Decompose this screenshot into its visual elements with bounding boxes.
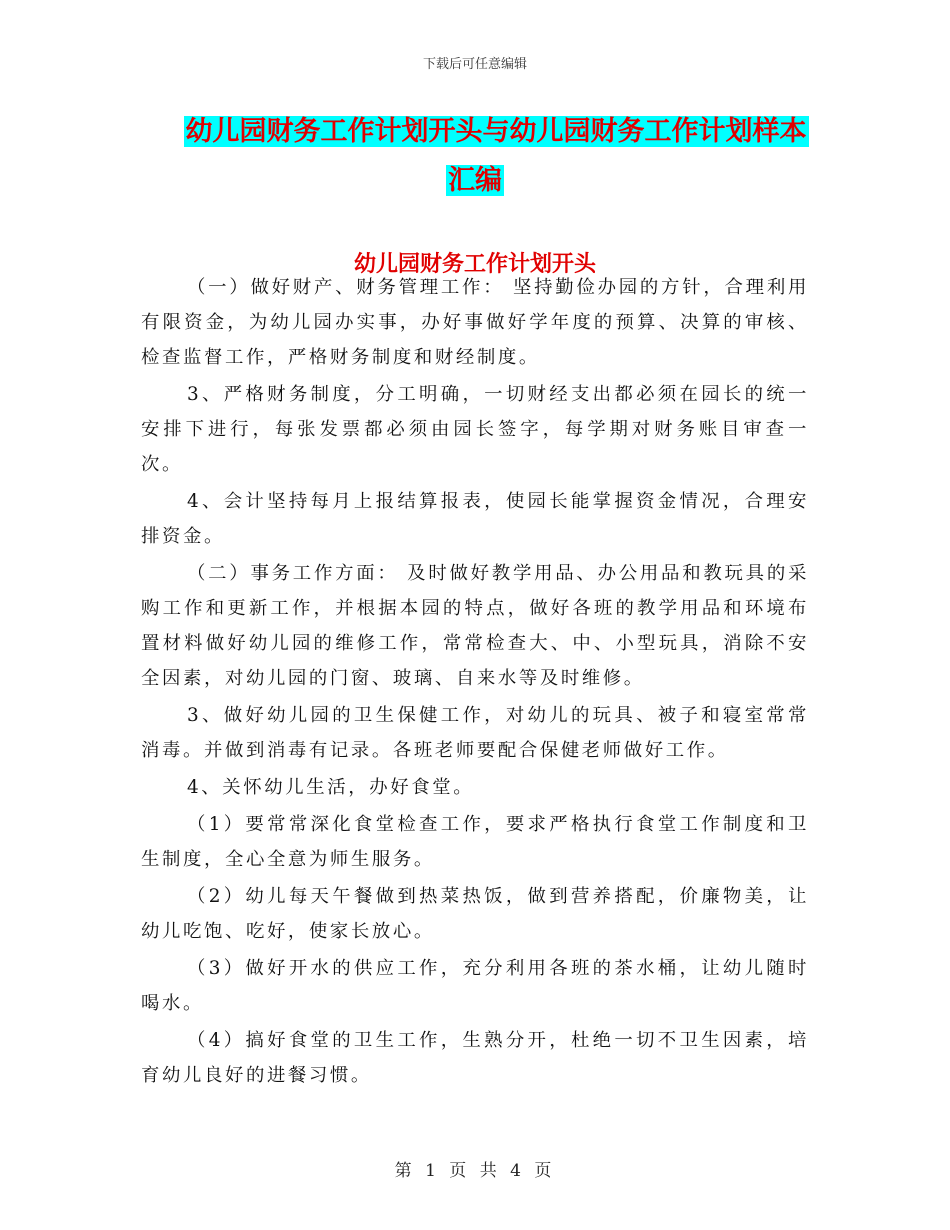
page-number: 第 1 页 共 4 页 (394, 1161, 556, 1181)
paragraph: （1）要常常深化食堂检查工作，要求严格执行食堂工作制度和卫生制度，全心全意为师生服务。 (141, 814, 809, 870)
document-body (141, 270, 809, 1095)
paragraph: （2）幼儿每天午餐做到热菜热饭，做到营养搭配，价廉物美，让幼儿吃饱、吃好，使家长放心。 (141, 886, 809, 942)
paragraph: 4、关怀幼儿生活，办好食堂。 (187, 777, 475, 798)
page-header-note: 下载后可任意编辑 (422, 57, 527, 72)
paragraph: 4、会计坚持每月上报结算报表，使园长能掌握资金情况，合理安排资金。 (141, 491, 809, 547)
paragraph: （一）做好财产、财务管理工作： 坚持勤俭办园的方针，合理利用有限资金，为幼儿园办实事，办好事做好学年度的预算、决算的审核、检查监督工作，严格财务制度和财经制度。 (141, 277, 809, 368)
paragraph: （4）搞好食堂的卫生工作，生熟分开，杜绝一切不卫生因素，培育幼儿良好的进餐习惯。 (141, 1030, 809, 1086)
paragraph: （3）做好开水的供应工作，充分利用各班的茶水桶，让幼儿随时喝水。 (141, 958, 809, 1014)
paragraph: 3、做好幼儿园的卫生保健工作，对幼儿的玩具、被子和寝室常常消毒。并做到消毒有记录。各班老师要配合保健老师做好工作。 (141, 705, 809, 761)
paragraph: 3、严格财务制度，分工明确，一切财经支出都必须在园长的统一安排下进行，每张发票都必须由园长签字，每学期对财务账目审查一次。 (141, 384, 809, 475)
document-title (0, 107, 950, 205)
document-title-line2: 汇编 (448, 165, 502, 196)
document-title-line1: 幼儿园财务工作计划开头与幼儿园财务工作计划样本 (185, 116, 807, 147)
section-title: 幼儿园财务工作计划开头 (353, 251, 596, 277)
paragraph: （二）事务工作方面： 及时做好教学用品、办公用品和教玩具的采购工作和更新工作，并根据本园的特点，做好各班的教学用品和环境布置材料做好幼儿园的维修工作，常常检查大、中、小型玩具，消除不安全因素，对幼儿园的门窗、玻璃、自来水等及时维修。 (141, 563, 809, 689)
